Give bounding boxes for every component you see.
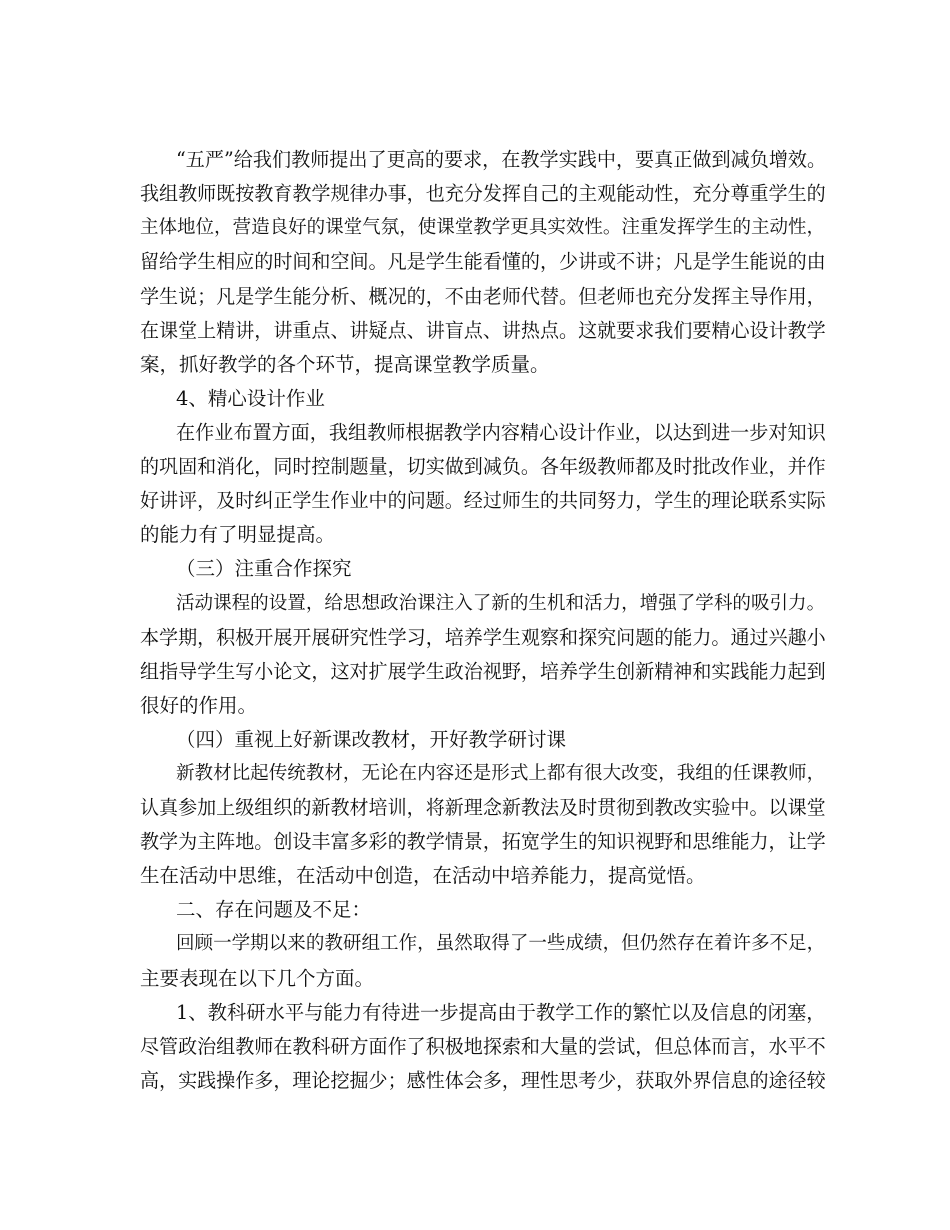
heading-san: （三）注重合作探究 — [176, 557, 352, 580]
text-line-7: 案，抓好教学的各个环节，提高课堂教学质量。 — [140, 353, 550, 376]
text-line-1: “五严”给我们教师提出了更高的要求，在教学实践中，要真正做到减负增效。 — [176, 148, 827, 171]
text-line-14: 活动课程的设置，给思想政治课注入了新的生机和活力，增强了学科的吸引力。 — [176, 593, 826, 614]
text-line-2: 我组教师既按教育教学规律办事，也充分发挥自己的主观能动性，充分尊重学生的 — [140, 183, 826, 205]
text-line-10: 的巩固和消化，同时控制题量，切实做到减负。各年级教师都及时批改作业，并作 — [140, 456, 826, 478]
text-line-3: 主体地位，营造良好的课堂气氛，使课堂教学更具实效性。注重发挥学生的主动性， — [140, 217, 826, 238]
text-line-4: 留给学生相应的时间和空间。凡是学生能看懂的，少讲或不讲；凡是学生能说的由 — [140, 251, 826, 273]
text-line-24: 回顾一学期以来的教研组工作，虽然取得了一些成绩，但仍然存在着许多不足， — [176, 933, 826, 954]
text-line-11: 好讲评，及时纠正学生作业中的问题。经过师生的共同努力，学生的理论联系实际 — [140, 490, 826, 512]
heading-er: 二、存在问题及不足： — [176, 898, 372, 921]
text-line-28: 高，实践操作多，理论挖掘少；感性体会多，理性思考少，获取外界信息的途径较 — [140, 1070, 826, 1092]
text-line-19: 新教材比起传统教材，无论在内容还是形式上都有很大改变，我组的任课教师， — [176, 763, 826, 784]
heading-si: （四）重视上好新课改教材，开好教学研讨课 — [176, 728, 567, 751]
text-line-16: 组指导学生写小论文，这对扩展学生政治视野，培养学生创新精神和实践能力起到 — [140, 661, 826, 683]
text-line-25: 主要表现在以下几个方面。 — [140, 967, 375, 990]
text-line-20: 认真参加上级组织的新教材培训，将新理念新教法及时贯彻到教改实验中。以课堂 — [140, 797, 826, 819]
text-line-26: 1、教科研水平与能力有待进一步提高由于教学工作的繁忙以及信息的闭塞， — [176, 1001, 826, 1024]
text-line-21: 教学为主阵地。创设丰富多彩的教学情景，拓宽学生的知识视野和思维能力，让学 — [140, 831, 826, 853]
text-line-27: 尽管政治组教师在教科研方面作了积极地探索和大量的尝试，但总体而言，水平不 — [140, 1036, 826, 1058]
text-line-12: 的能力有了明显提高。 — [140, 523, 336, 546]
heading-4: 4、精心设计作业 — [176, 387, 325, 410]
text-line-17: 很好的作用。 — [140, 694, 258, 717]
text-line-9: 在作业布置方面，我组教师根据教学内容精心设计作业，以达到进一步对知识 — [176, 421, 826, 444]
text-line-15: 本学期，积极开展开展研究性学习，培养学生观察和探究问题的能力。通过兴趣小 — [140, 627, 826, 649]
text-line-22: 生在活动中思维，在活动中创造，在活动中培养能力，提高觉悟。 — [140, 864, 706, 887]
text-line-5: 学生说；凡是学生能分析、概况的，不由老师代替。但老师也充分发挥主导作用， — [140, 286, 826, 308]
text-line-6: 在课堂上精讲，讲重点、讲疑点、讲盲点、讲热点。这就要求我们要精心设计教学 — [140, 320, 826, 342]
